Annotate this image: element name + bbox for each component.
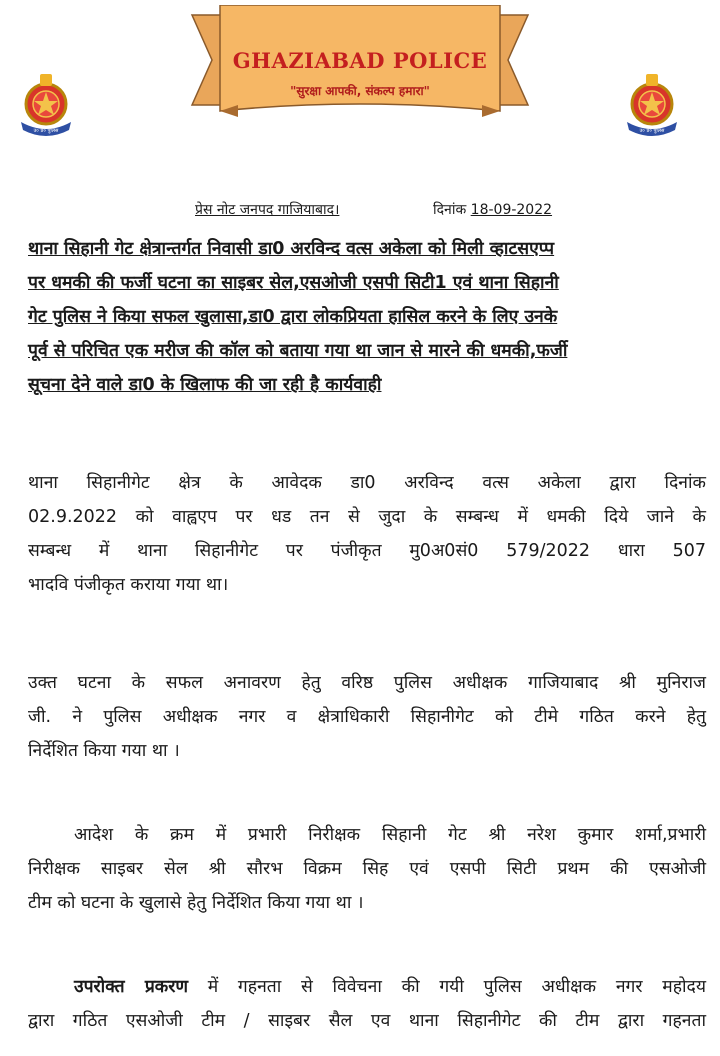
paragraph-investigation — [28, 970, 706, 1038]
police-emblem-left — [11, 70, 81, 142]
paragraph-line: जी. ने पुलिस अधीक्षक नगर व क्षेत्राधिकारी सिहानीगेट को टीमे गठित करने हेतु — [28, 707, 706, 727]
press-note-date-label: दिनांक — [433, 202, 467, 218]
paragraph-line: उक्त घटना के सफल अनावरण हेतु वरिष्ठ पुलिस अधीक्षक गाजियाबाद श्री मुनिराज — [28, 673, 706, 693]
headline-line: पर धमकी की फर्जी घटना का साइबर सेल,एसओजी एसपी सिटी1 एवं थाना सिहानी — [28, 273, 559, 293]
banner-title: GHAZIABAD POLICE — [232, 48, 488, 73]
paragraph-line: थाना सिहानीगेट क्षेत्र के आवेदक डा0 अरविन्द वत्स अकेला द्वारा दिनांक — [28, 473, 706, 493]
header-banner — [190, 5, 530, 133]
paragraph-line: द्वारा गठित एसओजी टीम / साइबर सैल एव थाना सिहानीगेट की टीम द्वारा गहनता — [28, 1011, 706, 1031]
press-note-label: प्रेस नोट जनपद गाजियाबाद। — [195, 202, 340, 218]
paragraph-line: निर्देशित किया गया था । — [28, 741, 180, 761]
paragraph-line: भादवि पंजीकृत कराया गया था। — [28, 575, 229, 595]
police-emblem-right — [617, 70, 687, 142]
paragraph-line — [28, 970, 706, 1004]
paragraph-complaint — [28, 466, 706, 602]
paragraph-instructions — [28, 666, 706, 768]
paragraph-line: सम्बन्ध में थाना सिहानीगेट पर पंजीकृत मु0अ0सं0 579/2022 धारा 507 — [28, 541, 706, 561]
paragraph-line: 02.9.2022 को वाह्वएप पर धड तन से जुदा के सम्बन्ध में धमकी दिये जाने के — [28, 507, 706, 527]
headline — [28, 232, 704, 402]
paragraph-line: टीम को घटना के खुलासे हेतु निर्देशित किया गया था । — [28, 893, 364, 913]
headline-line: सूचना देने वाले डा0 के खिलाफ की जा रही है कार्यवाही — [28, 375, 382, 395]
headline-line: पूर्व से परिचित एक मरीज की कॉल को बताया गया था जान से मारने की धमकी,फर्जी — [28, 341, 568, 361]
press-note-date-group — [433, 200, 552, 219]
paragraph-bold-lead: उपरोक्त प्रकरण — [74, 977, 189, 997]
press-note-date: 18-09-2022 — [470, 202, 553, 218]
banner-tagline: "सुरक्षा आपकी, संकल्प हमारा" — [290, 84, 430, 98]
headline-line: थाना सिहानी गेट क्षेत्रान्तर्गत निवासी डा0 अरविन्द वत्स अकेला को मिली व्हाटसएप्प — [28, 239, 555, 259]
emblem-scroll-text-left: उ० प्र० पुलिस — [33, 128, 59, 134]
paragraph-line: निरीक्षक साइबर सेल श्री सौरभ विक्रम सिह एवं एसपी सिटी प्रथम की एसओजी — [28, 859, 706, 879]
emblem-scroll-text-right: उ० प्र० पुलिस — [639, 128, 665, 134]
paragraph-team-orders — [28, 818, 706, 920]
paragraph-line-rest: में गहनता से विवेचना की गयी पुलिस अधीक्षक नगर महोदय — [188, 977, 706, 997]
headline-line: गेट पुलिस ने किया सफल खुलासा,डा0 द्वारा लोकप्रियता हासिल करने के लिए उनके — [28, 307, 558, 327]
paragraph-line: आदेश के क्रम में प्रभारी निरीक्षक सिहानी गेट श्री नरेश कुमार शर्मा,प्रभारी — [74, 825, 706, 845]
